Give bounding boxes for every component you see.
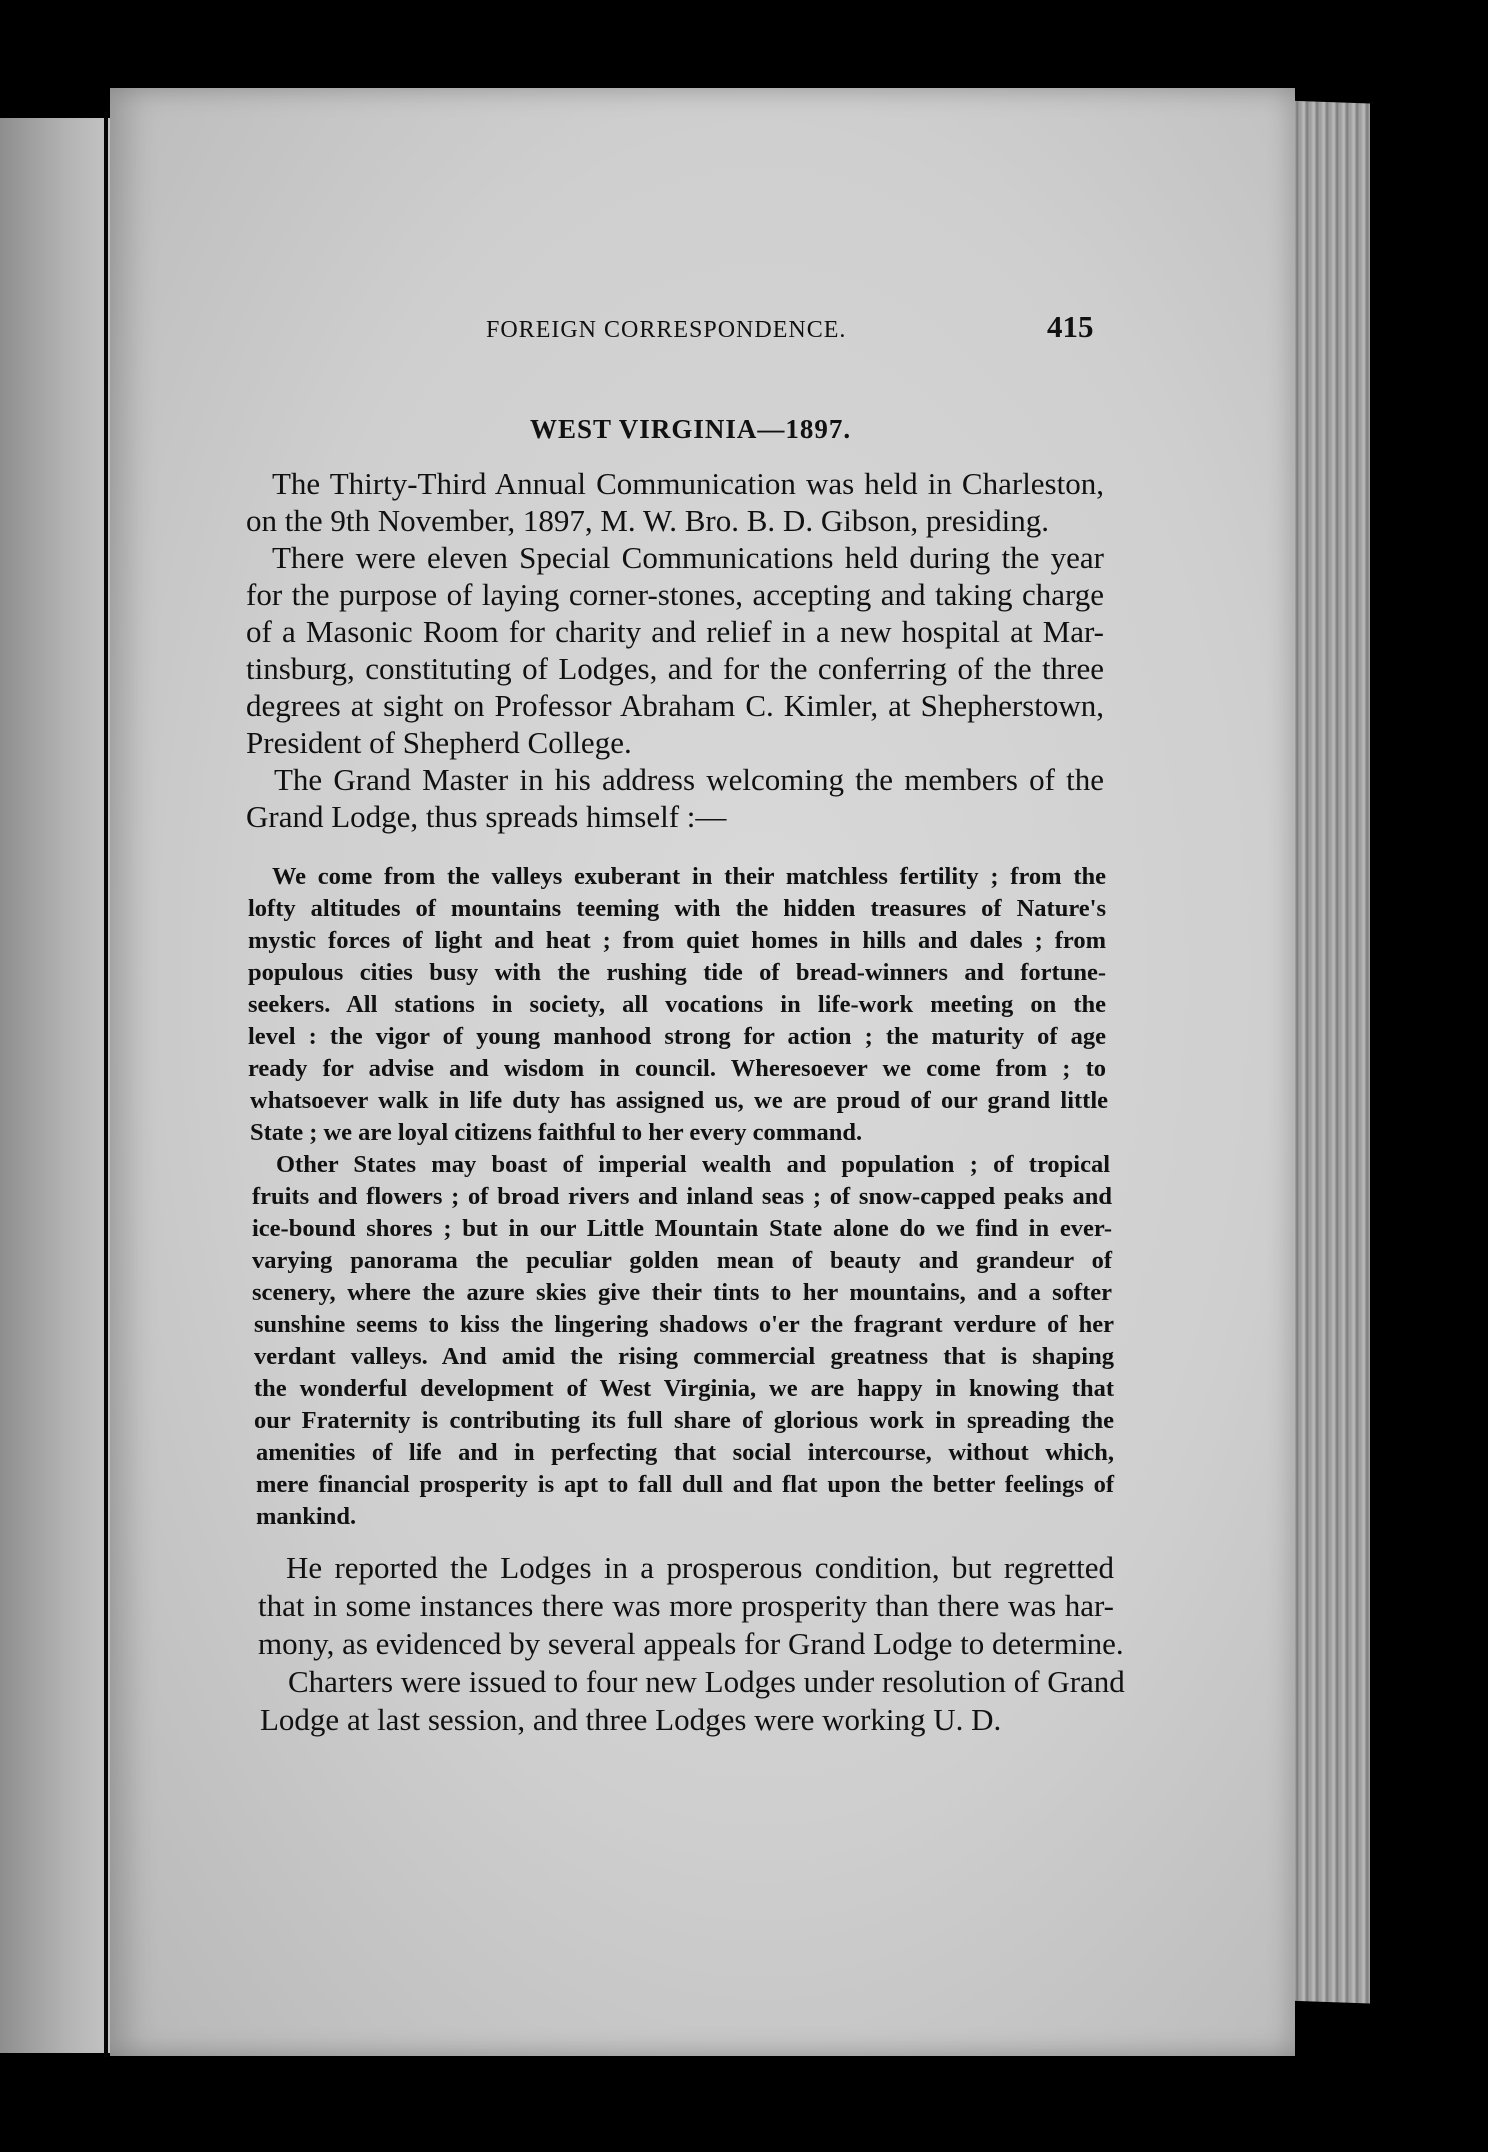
section-title: WEST VIRGINIA—1897.	[530, 414, 852, 444]
quote-line: lofty altitudes of mountains teeming with the hidden treasures of Nature's	[248, 895, 1106, 922]
paragraph-line: on the 9th November, 1897, M. W. Bro. B. D. Gibson, presiding.	[246, 503, 1050, 538]
paragraph-line: President of Shepherd College.	[246, 725, 632, 760]
paragraph-line: He reported the Lodges in a prosperous condition, but regretted	[286, 1550, 1114, 1585]
quote-line: populous cities busy with the rushing tide of bread-winners and fortune-	[248, 959, 1106, 986]
paragraph-line: of a Masonic Room for charity and relief in a new hospital at Mar-	[246, 614, 1104, 649]
book-gutter	[104, 112, 108, 2057]
paragraph-line: The Thirty-Third Annual Communication was held in Charleston,	[272, 466, 1104, 501]
quote-line: mankind.	[256, 1503, 357, 1530]
running-head: FOREIGN CORRESPONDENCE.	[486, 317, 847, 343]
quote-line: the wonderful development of West Virginia, we are happy in knowing that	[254, 1375, 1114, 1402]
paragraph-line: tinsburg, constituting of Lodges, and for the conferring of the three	[246, 651, 1104, 686]
quote-line: mystic forces of light and heat ; from quiet homes in hills and dales ; from	[248, 927, 1106, 954]
quote-line: Other States may boast of imperial wealth and population ; of tropical	[276, 1151, 1110, 1178]
quote-line: our Fraternity is contributing its full share of glorious work in spreading the	[254, 1407, 1114, 1434]
adjacent-page-edge	[0, 118, 110, 2053]
paragraph-line: for the purpose of laying corner-stones, accepting and taking charge	[246, 577, 1104, 612]
quote-line: We come from the valleys exuberant in their matchless fertility ; from the	[272, 863, 1106, 890]
quote-line: ready for advise and wisdom in council. Wheresoever we come from ; to	[248, 1055, 1106, 1082]
paragraph-line: The Grand Master in his address welcoming the members of the	[274, 762, 1104, 797]
paragraph-line: that in some instances there was more prosperity than there was har-	[258, 1588, 1114, 1623]
paragraph-line: Lodge at last session, and three Lodges were working U. D.	[260, 1702, 1002, 1737]
quote-line: verdant valleys. And amid the rising commercial greatness that is shaping	[254, 1343, 1114, 1370]
quote-line: varying panorama the peculiar golden mean of beauty and grandeur of	[252, 1247, 1112, 1274]
paragraph-line: mony, as evidenced by several appeals for Grand Lodge to determine.	[258, 1626, 1124, 1661]
quote-line: level : the vigor of young manhood strong for action ; the maturity of age	[248, 1023, 1106, 1050]
quote-line: seekers. All stations in society, all vocations in life-work meeting on the	[248, 991, 1106, 1018]
paragraph-line: degrees at sight on Professor Abraham C. Kimler, at Shepherstown,	[246, 688, 1104, 723]
paragraph-line: There were eleven Special Communications held during the year	[272, 540, 1104, 575]
quote-line: whatsoever walk in life duty has assigned us, we are proud of our grand little	[250, 1087, 1108, 1114]
quote-line: State ; we are loyal citizens faithful to her every command.	[250, 1119, 863, 1146]
quote-line: scenery, where the azure skies give their tints to her mountains, and a softer	[252, 1279, 1112, 1306]
page-number: 415	[1047, 309, 1094, 344]
paragraph-line: Charters were issued to four new Lodges under resolution of Grand	[288, 1664, 1125, 1699]
quote-line: fruits and flowers ; of broad rivers and inland seas ; of snow-capped peaks and	[252, 1183, 1112, 1210]
quote-line: sunshine seems to kiss the lingering shadows o'er the fragrant verdure of her	[254, 1311, 1114, 1338]
quote-line: ice-bound shores ; but in our Little Mountain State alone do we find in ever-	[252, 1215, 1112, 1242]
quote-line: mere financial prosperity is apt to fall dull and flat upon the better feelings of	[256, 1471, 1114, 1498]
quote-line: amenities of life and in perfecting that social intercourse, without which,	[256, 1439, 1114, 1466]
paragraph-line: Grand Lodge, thus spreads himself :—	[246, 799, 727, 834]
